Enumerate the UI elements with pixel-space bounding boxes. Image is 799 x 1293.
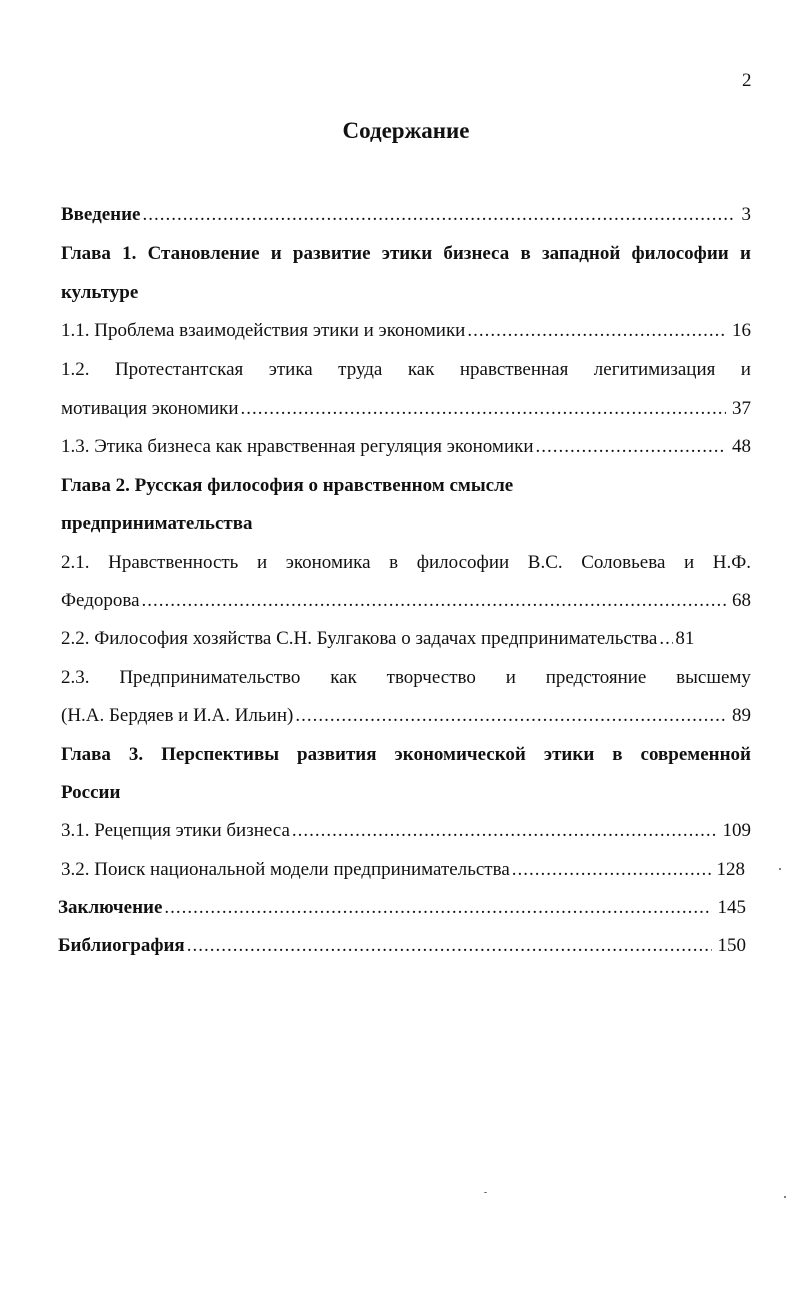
- page-number: 2: [742, 70, 752, 91]
- toc-word: Глава: [61, 243, 111, 264]
- toc-entry-2-3[interactable]: [61, 663, 751, 693]
- dot-leader: [241, 394, 726, 424]
- toc-word: в: [389, 552, 399, 573]
- toc-page-number: 145: [717, 897, 746, 918]
- toc-entry-label: Библиография: [58, 935, 185, 956]
- toc-word: развития: [297, 744, 377, 765]
- toc-word: Нравственность: [108, 552, 239, 573]
- toc-word: философии: [416, 552, 510, 573]
- toc-word: как: [407, 359, 435, 380]
- toc-word: 2.3.: [61, 667, 90, 688]
- toc-page-number: 150: [717, 935, 746, 956]
- toc-word: 1.2.: [61, 359, 90, 380]
- toc-word: нравственная: [459, 359, 569, 380]
- toc-word: Предпринимательство: [119, 667, 301, 688]
- toc-word: экономика: [285, 552, 371, 573]
- toc-word: В.С.: [527, 552, 563, 573]
- toc-entry-1-2[interactable]: [61, 355, 751, 385]
- toc-word: современной: [640, 744, 751, 765]
- toc-word: бизнеса: [443, 243, 510, 264]
- toc-entry-label: 3.1. Рецепция этики бизнеса: [61, 820, 290, 841]
- toc-chapter-2-heading[interactable]: Глава 2. Русская философия о нравственном смысле: [61, 475, 514, 496]
- toc-word: легитимизация: [593, 359, 716, 380]
- toc-word: 3.: [128, 744, 144, 765]
- toc-word: этики: [543, 744, 595, 765]
- toc-entry-1-1[interactable]: [61, 316, 751, 346]
- toc-chapter-3-heading-cont: России: [61, 782, 121, 803]
- toc-word: Становление: [147, 243, 260, 264]
- toc-chapter-2-heading-cont: предпринимательства: [61, 513, 253, 534]
- dot-leader: [187, 931, 712, 961]
- toc-page-number: 81: [675, 628, 695, 649]
- toc-entry-label: мотивация экономики: [61, 398, 239, 419]
- toc-word: западной: [541, 243, 621, 264]
- toc-word: Глава: [61, 744, 111, 765]
- toc-entry-bibliography[interactable]: [58, 931, 746, 961]
- toc-word: и: [683, 552, 695, 573]
- scan-speck: [779, 868, 781, 870]
- toc-word: Протестантская: [114, 359, 244, 380]
- toc-entry-label: 1.3. Этика бизнеса как нравственная регуляция экономики: [61, 436, 534, 457]
- dot-leader: [143, 200, 736, 230]
- toc-word: 1.: [122, 243, 137, 264]
- toc-page-number: 16: [732, 320, 751, 341]
- toc-word: труда: [338, 359, 383, 380]
- toc-entry-2-1-cont[interactable]: [61, 586, 751, 616]
- toc-entry-label: 1.1. Проблема взаимодействия этики и экономики: [61, 320, 466, 341]
- toc-entry-label: (Н.А. Бердяев и И.А. Ильин): [61, 705, 294, 726]
- toc-page-number: 3: [741, 204, 751, 225]
- toc-entry-3-1[interactable]: [61, 816, 751, 846]
- toc-word: Перспективы: [161, 744, 280, 765]
- scan-speck: [784, 1196, 786, 1198]
- toc-word: и: [256, 552, 268, 573]
- toc-chapter-1-heading-cont: культуре: [61, 282, 139, 303]
- toc-page-number: 37: [732, 398, 751, 419]
- toc-page-number: 109: [722, 820, 751, 841]
- toc-entry-intro[interactable]: [61, 200, 751, 230]
- toc-title: Содержание: [342, 118, 470, 143]
- toc-word: и: [739, 243, 751, 264]
- dot-leader: [536, 432, 726, 462]
- dot-leader: [292, 816, 717, 846]
- toc-entry-label: Введение: [61, 204, 141, 225]
- toc-entry-1-2-cont[interactable]: [61, 394, 751, 424]
- scan-speck: [484, 1192, 487, 1193]
- toc-entry-label: 3.2. Поиск национальной модели предпринимательства: [61, 859, 510, 880]
- toc-word: в: [520, 243, 531, 264]
- dot-leader: [512, 855, 711, 885]
- toc-word: экономической: [394, 744, 526, 765]
- dot-leader: [467, 316, 726, 346]
- toc-word: творчество: [386, 667, 476, 688]
- toc-word: этика: [268, 359, 313, 380]
- dot-leader: [659, 624, 673, 654]
- toc-page-number: 48: [732, 436, 751, 457]
- toc-page-number: 89: [732, 705, 751, 726]
- toc-entry-2-2[interactable]: [61, 624, 751, 654]
- toc-entry-2-1[interactable]: [61, 548, 751, 578]
- toc-chapter-3-heading[interactable]: [61, 740, 751, 770]
- toc-entry-label: Федорова: [61, 590, 140, 611]
- toc-word: как: [330, 667, 357, 688]
- toc-word: и: [270, 243, 282, 264]
- toc-entry-1-3[interactable]: [61, 432, 751, 462]
- toc-word: и: [740, 359, 751, 380]
- toc-word: 2.1.: [61, 552, 90, 573]
- toc-word: в: [612, 744, 623, 765]
- toc-page-number: 128: [716, 859, 745, 880]
- toc-entry-label: Заключение: [58, 897, 163, 918]
- toc-word: Н.Ф.: [712, 552, 751, 573]
- toc-entry-2-3-cont[interactable]: [61, 701, 751, 731]
- toc-word: Соловьева: [581, 552, 666, 573]
- toc-page-number: 68: [732, 590, 751, 611]
- toc-entry-label: 2.2. Философия хозяйства С.Н. Булгакова о задачах предпринимательства: [61, 628, 658, 649]
- dot-leader: [142, 586, 726, 616]
- dot-leader: [295, 701, 726, 731]
- toc-entry-conclusion[interactable]: [58, 893, 746, 923]
- toc-word: высшему: [676, 667, 751, 688]
- toc-entry-3-2[interactable]: [61, 855, 745, 885]
- toc-chapter-1-heading[interactable]: [61, 239, 751, 269]
- toc-word: философии: [631, 243, 729, 264]
- toc-word: предстояние: [545, 667, 647, 688]
- toc-word: и: [505, 667, 516, 688]
- toc-word: этики: [381, 243, 433, 264]
- dot-leader: [164, 893, 711, 923]
- toc-word: развитие: [292, 243, 371, 264]
